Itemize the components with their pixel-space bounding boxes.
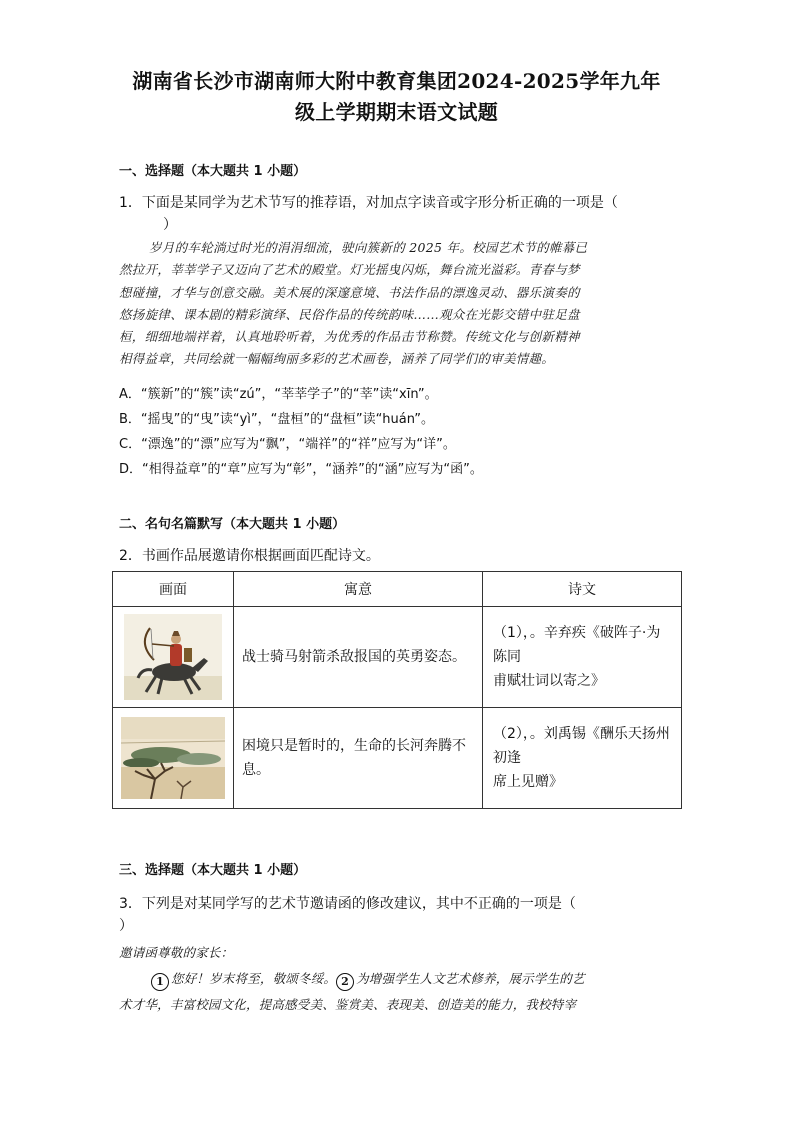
question-1-line-1: 1．下面是某同学为艺术节写的推荐语，对加点字读音或字形分析正确的一项是（ <box>119 195 618 211</box>
letter-line-1: 1 您好！岁末将至，敬颂冬绥。 2 为增强学生人文艺术修养，展示学生的艺 <box>119 966 681 992</box>
option-d: D．“相得益章”的“章”应写为“彰”，“涵养”的“涵”应写为“函”。 <box>119 462 483 477</box>
question-3-line-1: 3．下列是对某同学写的艺术节邀请函的修改建议，其中不正确的一项是（ <box>119 896 576 912</box>
horseman-archer-painting-icon <box>124 614 222 700</box>
question-3-stem <box>119 893 681 937</box>
invitation-letter <box>119 940 681 1018</box>
passage-line: 然拉开，莘莘学子又迈向了艺术的殿堂。灯光摇曳闪烁，舞台流光溢彩。青春与梦 <box>119 262 580 278</box>
section-3-heading: 三、选择题（本大题共 1 小题） <box>119 863 307 878</box>
question-3-line-2: ） <box>119 918 133 934</box>
sentence-marker-1: 1 <box>151 973 169 991</box>
poem-line: 甫赋壮词以寄之》 <box>493 673 605 689</box>
meaning-cell: 困境只是暂时的，生命的长河奔腾不息。 <box>234 708 483 809</box>
passage-line: 桓，细细地端祥着，认真地聆听着，为优秀的作品击节称赞。传统文化与创新精神 <box>119 329 580 345</box>
option-b: B．“摇曳”的“曳”读“yì”，“盘桓”的“盘桓”读“huán”。 <box>119 412 435 427</box>
header-picture: 画面 <box>113 572 234 607</box>
table-row <box>113 708 682 809</box>
poem-line: （1），。辛弃疾《破阵子·为陈同 <box>493 625 661 665</box>
header-meaning: 寓意 <box>234 572 483 607</box>
title-line-2: 级上学期期末语文试题 <box>295 100 498 124</box>
section-1-heading: 一、选择题（本大题共 1 小题） <box>119 164 307 179</box>
poem-matching-table <box>112 571 682 809</box>
poem-cell <box>483 708 682 809</box>
title-line-1: 湖南省长沙市湖南师大附中教育集团2024-2025学年九年 <box>132 69 661 93</box>
table-row <box>113 607 682 708</box>
document-title <box>100 66 693 128</box>
option-a: A．“簇新”的“簇”读“zú”，“莘莘学子”的“莘”读“xīn”。 <box>119 387 438 402</box>
option-c: C．“漂逸”的“漂”应写为“飘”，“端祥”的“祥”应写为“详”。 <box>119 437 456 452</box>
picture-cell <box>113 708 234 809</box>
picture-cell <box>113 607 234 708</box>
letter-line-2: 术才华，丰富校园文化，提高感受美、鉴赏美、表现美、创造美的能力，我校特宰 <box>119 997 577 1012</box>
letter-salutation: 邀请函尊敬的家长： <box>119 945 234 960</box>
table-header-row <box>113 572 682 607</box>
question-2-stem: 2．书画作品展邀请你根据画面匹配诗文。 <box>119 548 380 564</box>
question-1-line-2: ） <box>163 217 177 233</box>
passage-line: 相得益章，共同绘就一幅幅绚丽多彩的艺术画卷，涵养了同学们的审美情趣。 <box>119 351 555 367</box>
question-1-stem <box>119 192 681 236</box>
poem-line: （2），。刘禹锡《酬乐天扬州初逢 <box>493 726 670 766</box>
poem-cell <box>483 607 682 708</box>
sentence-marker-2: 2 <box>336 973 354 991</box>
passage-line: 岁月的车轮淌过时光的涓涓细流，驶向簇新的 2025 年。校园艺术节的帷幕已 <box>149 240 588 255</box>
header-poem: 诗文 <box>483 572 682 607</box>
passage-line: 悠扬旋律、课本剧的精彩演绎、民俗作品的传统韵味……观众在光影交错中驻足盘 <box>119 306 580 322</box>
landscape-trees-painting-icon <box>121 717 225 799</box>
poem-line: 席上见赠》 <box>493 774 563 790</box>
meaning-cell: 战士骑马射箭杀敌报国的英勇姿态。 <box>234 607 483 708</box>
passage-line: 想碰撞，才华与创意交融。美术展的深邃意境、书法作品的漂逸灵动、器乐演奏的 <box>119 284 580 300</box>
section-2-heading: 二、名句名篇默写（本大题共 1 小题） <box>119 517 346 532</box>
recommendation-passage <box>119 237 681 371</box>
